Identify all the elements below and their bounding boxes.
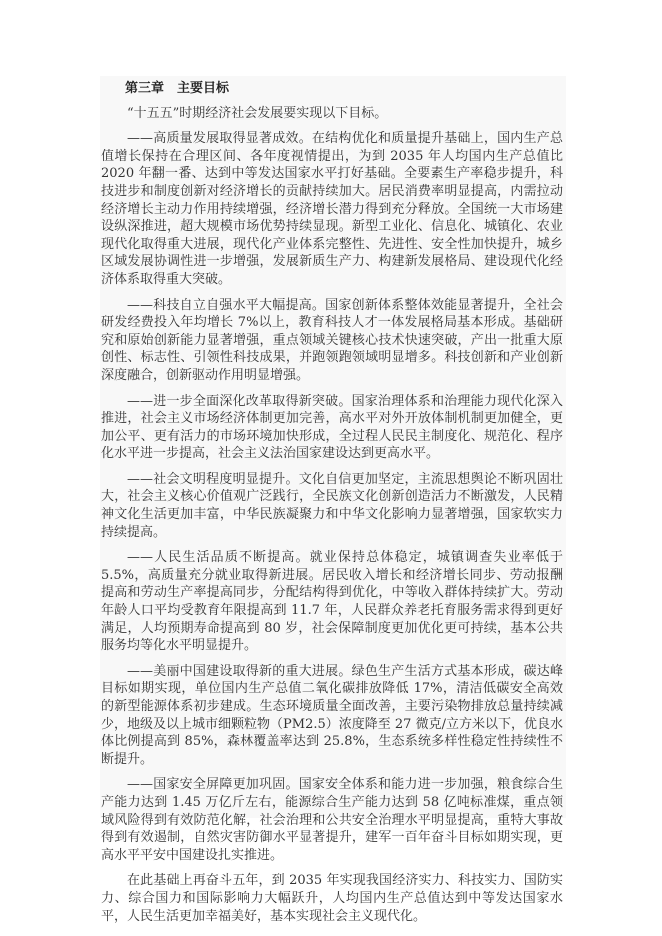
- goal-paragraph-science-technology: ——科技自立自强水平大幅提高。国家创新体系整体效能显著提升，全社会研发经费投入年均增长 7%以上，教育科技人才一体发展格局基本形成。基础研究和原始创新能力显著增强，重点领域关键核心技术快速突破，产出一批重大原创性、标志性、引领性科技成果，并跑领跑领域明显增多。科技创新和产业创新深度融合，创新驱动作用明显增强。: [101, 297, 563, 383]
- goal-paragraph-social-civilization: ——社会文明程度明显提升。文化自信更加坚定，主流思想舆论不断巩固壮大，社会主义核心价值观广泛践行，全民族文化创新创造活力不断激发，人民精神文化生活更加丰富，中华民族凝聚力和中华文化影响力显著增强，国家软实力持续提高。: [101, 471, 563, 540]
- chapter-title: 第三章 主要目标: [125, 81, 230, 96]
- goal-paragraph-living-quality: ——人民生活品质不断提高。就业保持总体稳定，城镇调查失业率低于 5.5%，高质量充分就业取得新进展。居民收入增长和经济增长同步、劳动报酬提高和劳动生产率提高同步，分配结构得到优化，中等收入群体持续扩大。劳动年龄人口平均受教育年限提高到 11.7 年，人民群众养老托育服务需求得到更好满足，人均预期寿命提高到 80 岁，社会保障制度更加优化更可持续，基本公共服务均等化水平明显提升。: [101, 550, 563, 654]
- goal-paragraph-beautiful-china: ——美丽中国建设取得新的重大进展。绿色生产生活方式基本形成，碳达峰目标如期实现，单位国内生产总值二氧化碳排放降低 17%，清洁低碳安全高效的新型能源体系初步建成。生态环境质量全面改善，主要污染物排放总量持续减少，地级及以上城市细颗粒物（PM2.5）浓度降至 27 微克/立方米以下，优良水体比例提高到 85%，森林覆盖率达到 25.8%，生态系统多样性稳定性持续性不断提升。: [101, 663, 563, 767]
- intro-paragraph: “十五五”时期经济社会发展要实现以下目标。: [127, 105, 388, 121]
- document-page: [100, 76, 566, 924]
- closing-paragraph: 在此基础上再奋斗五年，到 2035 年实现我国经济实力、科技实力、国防实力、综合国力和国际影响力大幅跃升，人均国内生产总值达到中等发达国家水平，人民生活更加幸福美好，基本实现社会主义现代化。: [101, 873, 563, 924]
- goal-paragraph-national-security: ——国家安全屏障更加巩固。国家安全体系和能力进一步加强，粮食综合生产能力达到 1.45 万亿斤左右，能源综合生产能力达到 58 亿吨标准煤，重点领域风险得到有效防范化解，社会治理和公共安全治理水平明显提高，重特大事故得到有效遏制，自然灾害防御水平显著提升，建军一百年奋斗目标如期实现，更高水平平安中国建设扎实推进。: [101, 777, 563, 863]
- goal-paragraph-quality-development: ——高质量发展取得显著成效。在结构优化和质量提升基础上，国内生产总值增长保持在合理区间、各年度视情提出，为到 2035 年人均国内生产总值比 2020 年翻一番、达到中等发达国家水平打好基础。全要素生产率稳步提升，科技进步和制度创新对经济增长的贡献持续加大。居民消费率明显提高，内需拉动经济增长主动力作用持续增强，经济增长潜力得到充分释放。全国统一大市场建设纵深推进，超大规模市场优势持续显现。新型工业化、信息化、城镇化、农业现代化取得重大进展，现代化产业体系完整性、先进性、安全性加快提升，城乡区域发展协调性进一步增强，发展新质生产力、构建新发展格局、建设现代化经济体系取得重大突破。: [101, 131, 563, 287]
- document-body: [101, 80, 563, 933]
- goal-paragraph-reform: ——进一步全面深化改革取得新突破。国家治理体系和治理能力现代化深入推进，社会主义市场经济体制更加完善，高水平对外开放体制机制更加健全，更加公平、更有活力的市场环境加快形成，全过程人民民主制度化、规范化、程序化水平进一步提高，社会主义法治国家建设达到更高水平。: [101, 393, 563, 462]
